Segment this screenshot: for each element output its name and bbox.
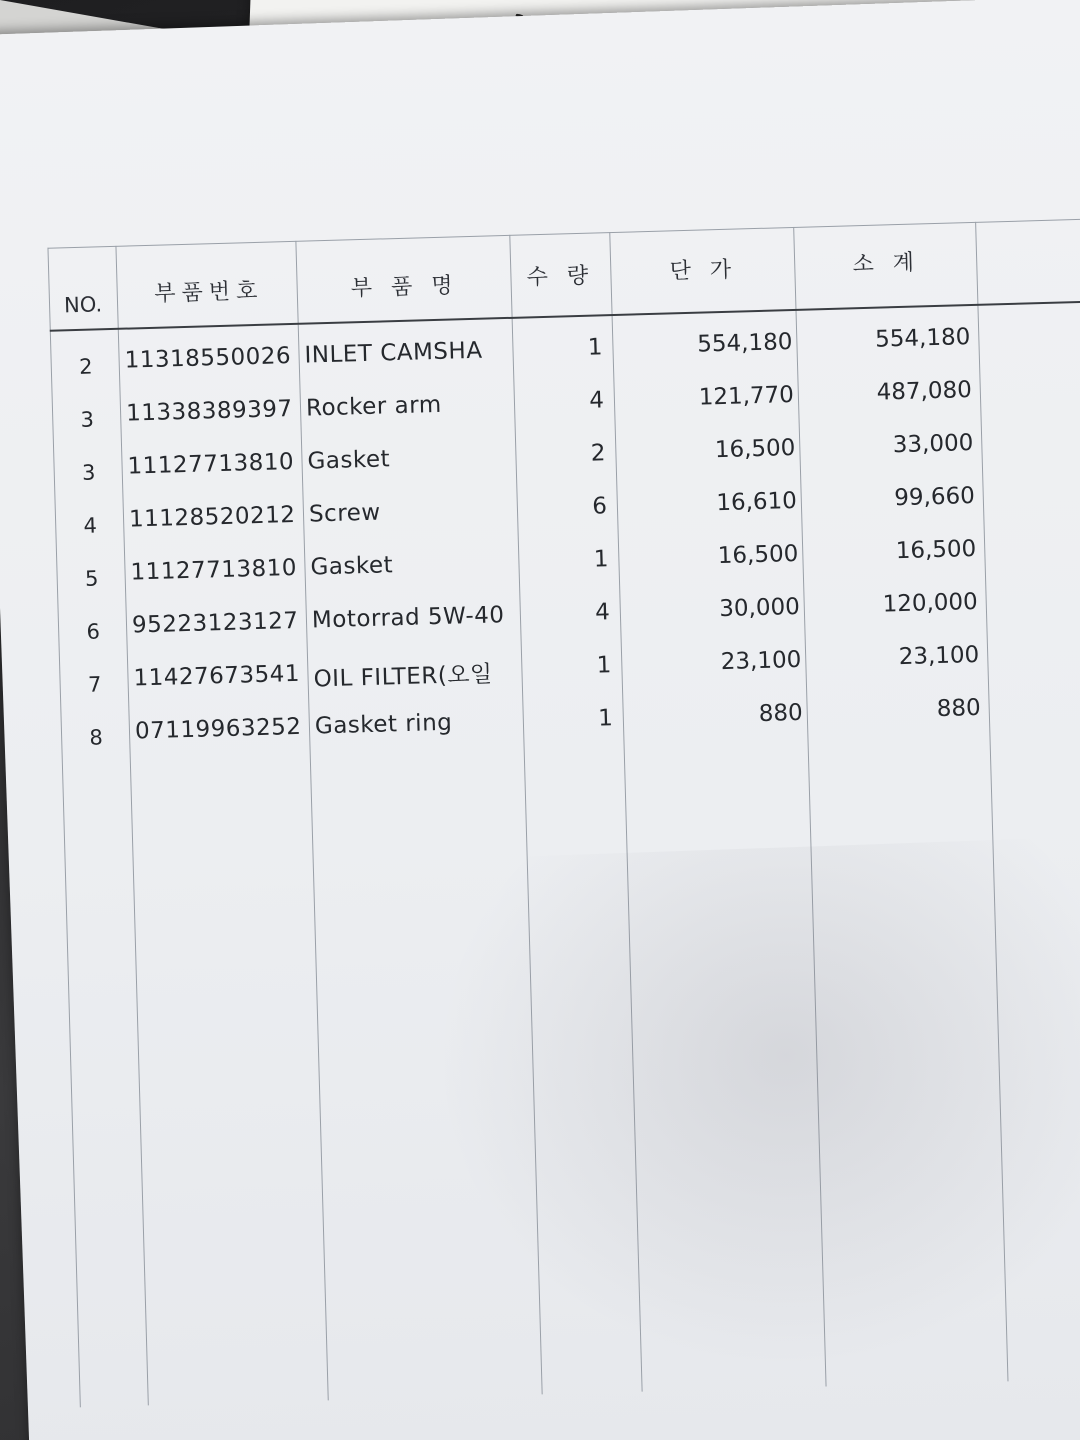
- row-quantity: 1: [593, 546, 609, 573]
- row-no: 7: [87, 672, 102, 697]
- row-part-number: 11127713810: [127, 448, 295, 480]
- row-part-name: Gasket: [307, 446, 391, 475]
- header-quantity: 수 량: [526, 263, 595, 291]
- row-part-number: 11127713810: [130, 554, 298, 586]
- row-part-name: OIL FILTER(오일: [313, 661, 494, 693]
- row-part-number: 11338389397: [125, 396, 293, 427]
- row-no: 6: [86, 619, 101, 644]
- row-quantity: 6: [591, 493, 608, 520]
- row-unit-price: 16,610: [716, 487, 798, 517]
- row-part-name: Motorrad 5W-40: [311, 602, 505, 634]
- row-subtotal: 120,000: [882, 588, 979, 618]
- row-part-name: Gasket: [310, 552, 394, 581]
- row-subtotal: 99,660: [893, 482, 976, 512]
- header-unit-price: 단 가: [669, 257, 738, 285]
- header-part-number: 부품번호: [153, 278, 264, 307]
- row-part-number: 11318550026: [124, 343, 292, 374]
- row-subtotal: 23,100: [898, 641, 980, 671]
- row-no: 4: [83, 513, 98, 538]
- row-part-name: Gasket ring: [314, 709, 453, 740]
- row-no: 8: [89, 725, 104, 750]
- row-part-name: INLET CAMSHA: [304, 337, 483, 369]
- row-unit-price: 23,100: [720, 646, 802, 676]
- row-unit-price: 16,500: [717, 540, 799, 570]
- row-subtotal: 880: [936, 694, 982, 723]
- row-unit-price: 554,180: [696, 329, 793, 358]
- row-no: 3: [81, 460, 96, 485]
- row-no: 5: [84, 566, 99, 591]
- row-unit-price: 16,500: [714, 434, 796, 464]
- header-part-name: 부 품 명: [350, 273, 459, 302]
- row-quantity: 2: [590, 440, 606, 467]
- row-quantity: 4: [594, 599, 611, 626]
- row-no: 2: [78, 354, 93, 379]
- row-subtotal: 33,000: [892, 430, 974, 459]
- row-unit-price: 121,770: [698, 381, 795, 411]
- row-subtotal: 16,500: [895, 535, 977, 565]
- row-subtotal: 487,080: [876, 377, 973, 406]
- row-part-number: 07119963252: [134, 713, 302, 745]
- row-no: 3: [80, 407, 95, 432]
- table-top-border: [47, 218, 1080, 249]
- row-part-number: 95223123127: [131, 607, 299, 639]
- row-subtotal: 554,180: [874, 324, 971, 353]
- row-quantity: 1: [597, 705, 614, 732]
- row-part-name: Rocker arm: [305, 391, 443, 422]
- parts-table: [47, 218, 1080, 1407]
- row-unit-price: 880: [758, 699, 804, 728]
- row-part-number: 11128520212: [128, 501, 296, 533]
- row-part-name: Screw: [308, 499, 382, 528]
- row-part-number: 11427673541: [133, 660, 301, 692]
- row-quantity: 4: [588, 387, 605, 414]
- row-quantity: 1: [587, 334, 603, 361]
- header-subtotal: 소 계: [852, 250, 921, 278]
- header-no: NO.: [63, 292, 103, 318]
- row-unit-price: 30,000: [718, 593, 801, 623]
- row-quantity: 1: [596, 652, 612, 679]
